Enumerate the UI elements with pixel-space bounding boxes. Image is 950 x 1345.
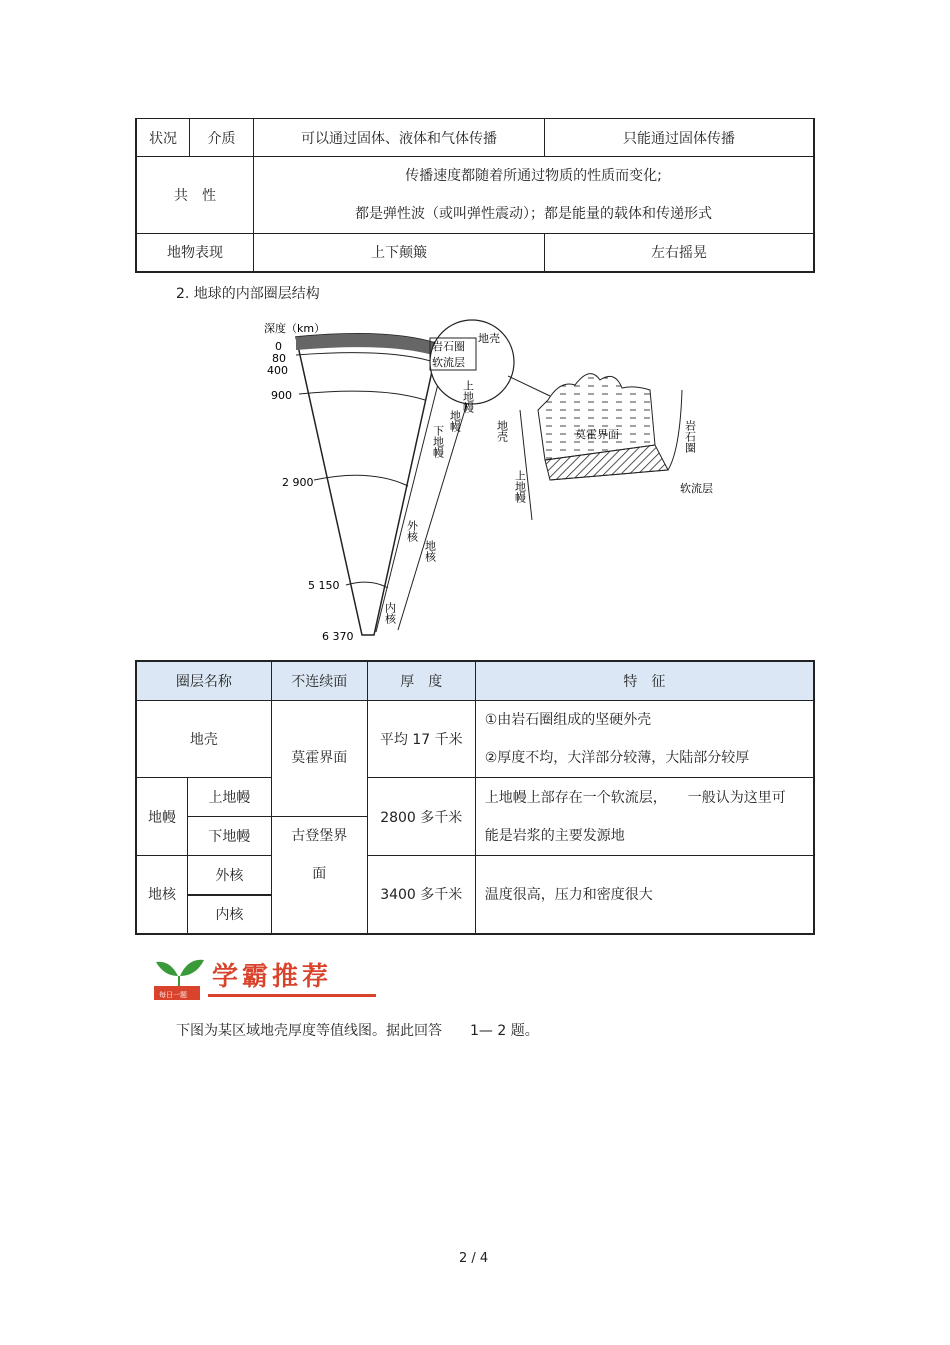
inner-core-label: 内核 [383,602,397,624]
lower-mantle-name: 下地幔 [188,817,272,856]
mantle-feature-2: 能是岩浆的主要发源地 [484,827,625,844]
crust-thickness: 平均 17 千米 [367,701,475,778]
mantle-label: 地幔 [448,410,462,432]
status-label: 状况 [136,119,190,157]
p-wave-surface: 上下颠簸 [254,234,545,272]
depth-900: 900 [271,389,292,402]
depth-0: 0 [275,340,282,353]
earth-structure-diagram [250,310,730,650]
section-title: 2. 地球的内部圈层结构 [176,286,320,302]
surface-label: 地物表现 [136,234,254,272]
core-label: 地核 [423,540,437,562]
header-name: 圈层名称 [136,661,271,701]
crust-feature-2: ②厚度不均，大洋部分较薄，大陆部分较厚 [484,750,750,766]
header-discontinuity: 不连续面 [271,661,367,701]
wave-comparison-table [135,118,815,273]
question-text: 下图为某区域地壳厚度等值线图。据此回答 1— 2 题。 [176,1023,539,1039]
depth-2900: 2 900 [282,476,314,489]
lithosphere-label-small: 岩石圈 [432,340,465,353]
gutenberg-cell [271,817,367,934]
xueba-banner [150,948,380,1003]
5150-line [346,582,388,588]
crust-features [475,701,814,778]
moho-cell: 莫霍界面 [271,701,367,817]
outer-core-name: 外核 [188,856,272,895]
core-thickness: 3400 多千米 [367,856,475,934]
moho-label: 莫霍界面 [575,428,619,441]
900-line [299,391,425,400]
mantle-name: 地幔 [136,778,188,856]
inner-core-name: 内核 [188,895,272,934]
upper-mantle-name: 上地幔 [188,778,272,817]
asthenosphere-line [296,353,434,362]
lower-mantle-label: 下地幔 [431,425,445,458]
header-thickness: 厚 度 [367,661,475,701]
p-wave-medium: 可以通过固体、液体和气体传播 [254,119,545,157]
s-wave-surface: 左右摇晃 [545,234,815,272]
mantle-features [475,778,814,856]
sprout-logo-icon [150,948,210,1003]
banner-title: 学霸推荐 [212,962,333,992]
s-wave-medium: 只能通过固体传播 [545,119,815,157]
depth-400: 400 [267,364,288,377]
crust-label: 地壳 [495,420,509,442]
upper-mantle-label: 上地幔 [513,470,527,503]
depth-axis-label: 深度（km） [264,322,326,335]
core-name: 地核 [136,856,188,934]
mantle-thickness: 2800 多千米 [367,778,475,856]
depth-5150: 5 150 [308,579,340,592]
common-content [254,157,815,234]
crust-label-small: 地壳 [478,332,500,345]
asthenosphere-label: 软流层 [680,482,713,495]
asthenosphere-label-small: 软流层 [432,356,465,369]
page-number: 2 / 4 [459,1251,489,1266]
outer-core-label: 外核 [405,520,419,542]
crust-feature-1: ①由岩石圈组成的坚硬外壳 [484,712,652,728]
banner-underline [208,994,376,997]
gutenberg-line-1: 古登堡界 [291,828,348,844]
depth-80: 80 [272,352,286,365]
earth-layers-table [135,660,815,935]
mantle-feature-1: 上地幔上部存在一个软流层， 一般认为这里可 [484,789,786,806]
gutenberg-line-2: 面 [312,866,327,882]
medium-label: 介质 [190,119,254,157]
lithosphere-label: 岩石圈 [683,420,697,453]
core-features: 温度很高，压力和密度很大 [475,856,814,934]
crust-name: 地壳 [136,701,271,778]
common-line-1: 传播速度都随着所通过物质的性质而变化; [405,168,662,184]
common-line-2: 都是弹性波（或叫弹性震动）；都是能量的载体和传递形式 [355,206,712,222]
upper-mantle-label-small: 上地幔 [461,380,475,413]
logo-text: 每日一题 [159,991,187,999]
depth-6370: 6 370 [322,630,354,643]
common-label: 共 性 [136,157,254,234]
header-features: 特 征 [475,661,814,701]
